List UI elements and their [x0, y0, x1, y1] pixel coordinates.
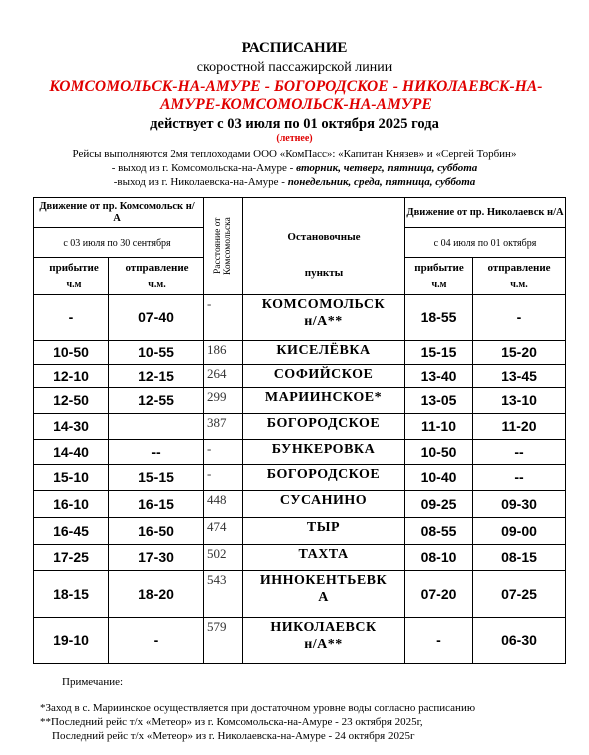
left-arrival-header: прибытие — [49, 262, 99, 274]
distance-km: 543 — [207, 572, 227, 587]
stops-header-bottom: пункты — [304, 267, 344, 279]
arrival-time: 16-10 — [53, 495, 89, 512]
left-direction-header: Движение от пр. Комсомольск н/А — [39, 201, 195, 224]
table-column-border — [565, 197, 566, 663]
schedule-title: РАСПИСАНИЕ — [241, 40, 348, 56]
return-arrival-time: 07-20 — [420, 585, 457, 602]
stop-name — [243, 413, 404, 439]
right-arrival-header: прибытие — [414, 262, 464, 274]
table-row-border — [33, 227, 203, 228]
right-departure-unit: ч.м. — [510, 279, 528, 290]
arrival-time: 10-50 — [53, 344, 89, 360]
right-departure-header: отправление — [487, 262, 551, 274]
table-row-border — [33, 257, 203, 258]
departure-time: 17-30 — [138, 549, 174, 565]
right-arrival-unit: ч.м — [431, 279, 447, 290]
arrival-time: - — [68, 309, 74, 325]
distance-km: 579 — [207, 619, 227, 634]
return-departure-time: -- — [514, 469, 524, 485]
return-departure-time: -- — [514, 443, 524, 460]
arrival-time: 12-10 — [53, 367, 89, 384]
departure-time: 15-15 — [138, 469, 174, 485]
return-arrival-time: 08-10 — [420, 549, 457, 565]
distance-km: 387 — [207, 415, 227, 430]
vessels-info: Рейсы выполняются 2мя теплоходами ООО «КомПасс»: «Капитан Князев» и «Сергей Торбин» — [72, 148, 517, 160]
departure-time: 10-55 — [138, 344, 174, 360]
return-arrival-time: 10-50 — [420, 443, 457, 460]
departure-time: - — [153, 632, 159, 648]
return-arrival-time: 13-05 — [420, 392, 457, 408]
note-2: **Последний рейс т/х «Метеор» из г. Комсомольска-на-Амуре - 23 октября 2025г, — [40, 716, 423, 728]
stop-name-line: А — [318, 590, 329, 605]
stop-name-line: НИКОЛАЕВСК — [270, 620, 377, 635]
arrival-time: 15-10 — [53, 469, 89, 485]
stop-name — [243, 364, 404, 387]
departure-time: 18-20 — [138, 585, 174, 602]
arrival-time: 19-10 — [53, 632, 89, 648]
left-arrival-unit: ч.м — [66, 279, 82, 290]
departure-days: понедельник, среда, пятница, суббота — [287, 176, 476, 188]
return-departure-time: 11-20 — [501, 418, 537, 434]
schedule-table — [33, 197, 565, 663]
arrival-time: 16-45 — [53, 522, 89, 539]
return-arrival-time: 13-40 — [420, 367, 457, 384]
distance-km: - — [207, 296, 212, 311]
distance-km: 474 — [207, 519, 227, 534]
table-row-border — [404, 257, 566, 258]
right-direction-header: Движение от пр. Николаевск н/А — [406, 207, 564, 218]
return-departure-time: 13-45 — [501, 367, 537, 384]
stop-name-line: МАРИИНСКОЕ* — [264, 390, 383, 405]
departure-time: 16-15 — [138, 495, 174, 512]
right-period: с 04 июля по 01 октября — [433, 237, 537, 249]
validity-period: действует с 03 июля по 01 октября 2025 года — [150, 116, 439, 132]
departure-days-komsomolsk — [0, 162, 589, 175]
distance-km: 186 — [207, 342, 227, 357]
return-departure-time: 06-30 — [501, 632, 537, 648]
distance-km: 448 — [207, 492, 227, 507]
departure-days: вторник, четверг, пятница, суббота — [296, 162, 478, 174]
distance-km: 264 — [207, 366, 227, 381]
stop-name-line: КОМСОМОЛЬСК — [261, 297, 386, 312]
stop-name-line: БОГОРОДСКОЕ — [266, 416, 381, 431]
table-row-border — [404, 227, 566, 228]
stop-name-line: ТАХТА — [298, 547, 349, 562]
departure-days-nikolaevsk — [0, 176, 589, 189]
arrival-time: 14-40 — [53, 443, 89, 460]
arrival-time: 14-30 — [53, 418, 89, 434]
distance-header: Расстояние от Комсомольска — [213, 217, 233, 275]
left-departure-unit: ч.м. — [148, 279, 166, 290]
stop-name-line: СОФИЙСКОЕ — [273, 367, 374, 382]
table-row-border — [33, 663, 566, 664]
stop-name — [243, 387, 404, 413]
stop-name-line: СУСАНИНО — [279, 493, 368, 508]
return-departure-time: 09-00 — [501, 522, 537, 539]
stops-header-top: Остановочные — [287, 231, 361, 243]
return-departure-time: 08-15 — [501, 549, 537, 565]
stop-name-line: ТЫР — [306, 520, 341, 535]
stop-name-line: н/А** — [304, 314, 343, 329]
return-departure-time: - — [516, 309, 522, 325]
stop-name-line: БОГОРОДСКОЕ — [266, 467, 381, 482]
distance-km: 502 — [207, 546, 227, 561]
departure-time: 12-55 — [138, 392, 174, 408]
return-arrival-time: 18-55 — [420, 309, 457, 325]
stop-name-line: н/А** — [304, 637, 343, 652]
return-departure-time: 15-20 — [501, 344, 537, 360]
return-departure-time: 07-25 — [501, 585, 537, 602]
stop-name-line: КИСЕЛЁВКА — [276, 343, 371, 358]
stop-name-line: ИННОКЕНТЬЕВК — [259, 573, 388, 588]
stop-name-line: БУНКЕРОВКА — [271, 442, 376, 457]
distance-km: 299 — [207, 389, 227, 404]
return-arrival-time: 08-55 — [420, 522, 457, 539]
stop-name — [243, 340, 404, 364]
departure-prefix: -выход из г. Николаевска-на-Амуре - — [113, 176, 288, 188]
departure-time — [109, 413, 203, 439]
season-label: (летнее) — [276, 133, 313, 144]
arrival-time: 17-25 — [53, 549, 89, 565]
return-arrival-time: 11-10 — [420, 418, 457, 434]
distance-km: - — [207, 466, 212, 481]
stop-name — [243, 617, 404, 663]
table-row-border — [33, 197, 566, 198]
schedule-subtitle: скоростной пассажирской линии — [196, 60, 393, 75]
departure-time: 16-50 — [138, 522, 174, 539]
stop-name — [243, 439, 404, 464]
note-1: *Заход в с. Мариинское осуществляется при достаточном уровне воды согласно расписанию — [40, 702, 476, 714]
stop-name — [243, 544, 404, 570]
route-line-1: КОМСОМОЛЬСК-НА-АМУРЕ - БОГОРОДСКОЕ - НИКОЛАЕВСК-НА- — [49, 78, 543, 95]
departure-time: -- — [151, 443, 161, 460]
return-departure-time: 13-10 — [501, 392, 537, 408]
return-arrival-time: - — [436, 632, 441, 648]
departure-prefix: - выход из г. Комсомольска-на-Амуре - — [111, 162, 297, 174]
left-departure-header: отправление — [125, 262, 189, 274]
distance-km: - — [207, 441, 212, 456]
route-line-2: АМУРЕ-КОМСОМОЛЬСК-НА-АМУРЕ — [160, 96, 432, 113]
return-arrival-time: 10-40 — [420, 469, 457, 485]
return-arrival-time: 15-15 — [420, 344, 457, 360]
return-departure-time: 09-30 — [501, 495, 537, 512]
arrival-time: 18-15 — [53, 585, 89, 602]
return-arrival-time: 09-25 — [420, 495, 457, 512]
departure-time: 12-15 — [138, 367, 174, 384]
stop-name — [243, 490, 404, 517]
stop-name — [243, 294, 404, 340]
note-3: Последний рейс т/х «Метеор» из г. Николаевска-на-Амуре - 24 октября 2025г — [52, 730, 415, 742]
notes-label: Примечание: — [62, 676, 124, 688]
arrival-time: 12-50 — [53, 392, 89, 408]
left-period: с 03 июля по 30 сентября — [63, 237, 171, 249]
departure-time: 07-40 — [138, 309, 174, 325]
stop-name — [243, 570, 404, 617]
route-title — [20, 78, 572, 114]
stop-name — [243, 464, 404, 490]
stop-name — [243, 517, 404, 544]
distance-header-cell — [203, 198, 243, 294]
